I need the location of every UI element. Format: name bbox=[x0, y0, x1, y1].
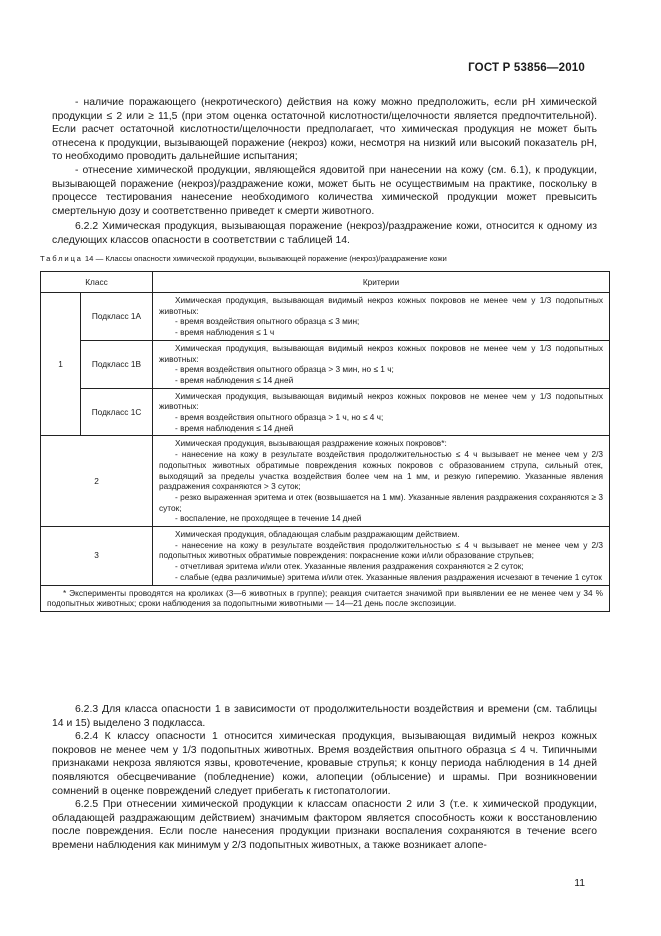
table-row bbox=[41, 527, 610, 586]
table-row bbox=[41, 293, 610, 341]
criteria-cell: Химическая продукция, вызывающая видимый некроз кожных покровов не менее чем у 1/3 подопытных животных: - время воздействия опытного образца > 1 ч, но ≤ 4 ч; - время наблюдения ≤ 14 дней bbox=[153, 388, 610, 436]
table-row bbox=[41, 388, 610, 436]
criteria-cell: Химическая продукция, вызывающая раздражение кожных покровов*: - нанесение на кожу в результате воздействия продолжительностью ≤ 4 ч вызывает не менее чем у 2/3 подопытных животных обратимые повреждения кожных покровов с образованием струпа, сильный отек, выходящий за пределы участка воздействия более чем на 1 мм, и резкую гиперемию. Указанные явления раздражения сохраняются > 3 суток; - резко выраженная эритема и отек (возвышается на 1 мм). Указанные явления раздражения сохраняются ≥ 3 суток; - воспаление, не проходящее в течение 14 дней bbox=[153, 436, 610, 527]
subclass-name: Подкласс 1А bbox=[81, 293, 153, 341]
hazard-class-table bbox=[40, 271, 610, 612]
paragraph: - наличие поражающего (некротического) действия на кожу можно предположить, если pH химической продукции ≤ 2 или ≥ 11,5 (при этом оценка остаточной кислотности/щелочности является предпочтительной). Если расчет остаточной кислотности/щелочности предполагает, что химическая продукция не может быть отнесена к продукции, вызывающей поражение (некроз) кожи, несмотря на низкий или высокий показатель pH, то необходимо проводить дальнейшие испытания; bbox=[52, 97, 597, 163]
subclass-name: Подкласс 1В bbox=[81, 340, 153, 388]
table-footnote: * Эксперименты проводятся на кроликах (3—6 животных в группе); реакция считается значимой при выявлении ее не менее чем у 34 % подопытных животных; сроки наблюдения за подопытными животными — 14—21 день после экспозиции. bbox=[41, 585, 610, 611]
table-caption-text: 14 — Классы опасности химической продукции, вызывающей поражение (некроз)/раздражение кожи bbox=[84, 254, 447, 263]
table-caption bbox=[40, 254, 610, 264]
criteria-cell: Химическая продукция, вызывающая видимый некроз кожных покровов не менее чем у 1/3 подопытных животных: - время воздействия опытного образца ≤ 3 мин; - время наблюдения ≤ 1 ч bbox=[153, 293, 610, 341]
class-2-cell: 2 bbox=[41, 436, 153, 527]
standard-header: ГОСТ Р 53856—2010 bbox=[468, 62, 585, 74]
table-caption-label: Таблица bbox=[40, 254, 83, 263]
bottom-text-block bbox=[52, 703, 597, 853]
class-3-cell: 3 bbox=[41, 527, 153, 586]
criteria-cell: Химическая продукция, обладающая слабым раздражающим действием. - нанесение на кожу в результате воздействия продолжительностью ≤ 4 ч вызывает не менее чем у 2/3 подопытных животных обратимые повреждения: покраснение кожи и/или образование струпьев; - отчетливая эритема и/или отек. Указанные явления раздражения сохраняются ≥ 2 суток; - слабые (едва различимые) эритема и/или отек. Указанные явления раздражения исчезают в течение 1 суток bbox=[153, 527, 610, 586]
paragraph: 6.2.3 Для класса опасности 1 в зависимости от продолжительности воздействия и времени (см. таблицы 14 и 15) выделено 3 подкласса. bbox=[52, 704, 597, 729]
paragraph: 6.2.5 При отнесении химической продукции к классам опасности 2 или 3 (т.е. к химической продукции, обладающей раздражающим действием) значимым фактором является способность кожи к восстановлению после повреждения. Если после нанесения продукции признаки воспаления сохраняются в течение всего времени наблюдения как минимум у 2/3 подопытных животных, а также возникает алопе- bbox=[52, 799, 597, 851]
header-class: Класс bbox=[41, 272, 153, 293]
page-number: 11 bbox=[574, 878, 585, 889]
paragraph: 6.2.4 К классу опасности 1 относится химическая продукция, вызывающая видимый некроз кожных покровов не менее чем у 1/3 подопытных животных. Время воздействия опытного образца ≤ 4 ч. Типичными признаками некроза являются язвы, кровотечение, кровавые струпья; к концу периода наблюдения в 14 дней появляются обесцвечивание (побледнение) кожи, алопеции (облысение) и шрамы. При возникновении сомнений в оценке повреждений следует прибегать к гистопатологии. bbox=[52, 731, 597, 797]
criteria-cell: Химическая продукция, вызывающая видимый некроз кожных покровов не менее чем у 1/3 подопытных животных: - время воздействия опытного образца > 3 мин, но ≤ 1 ч; - время наблюдения ≤ 14 дней bbox=[153, 340, 610, 388]
class-1-cell: 1 bbox=[41, 293, 81, 436]
top-text-block bbox=[52, 96, 597, 248]
paragraph: - отнесение химической продукции, являющейся ядовитой при нанесении на кожу (см. 6.1), к продукции, вызывающей поражение (некроз)/раздражение кожи, может быть не осуществимым на практике, поскольку в процессе тестирования нанесение необходимого количества химической продукции может превысить смертельную дозу и соответственно приведет к смерти животного. bbox=[52, 164, 597, 217]
header-criteria: Критерии bbox=[153, 272, 610, 293]
table-row bbox=[41, 436, 610, 527]
table-row bbox=[41, 340, 610, 388]
table-header-row bbox=[41, 272, 610, 293]
table-footnote-row bbox=[41, 585, 610, 611]
subclass-name: Подкласс 1С bbox=[81, 388, 153, 436]
paragraph: 6.2.2 Химическая продукция, вызывающая поражение (некроз)/раздражение кожи, относится к одному из следующих классов опасности в соответствии с таблицей 14. bbox=[52, 221, 597, 246]
